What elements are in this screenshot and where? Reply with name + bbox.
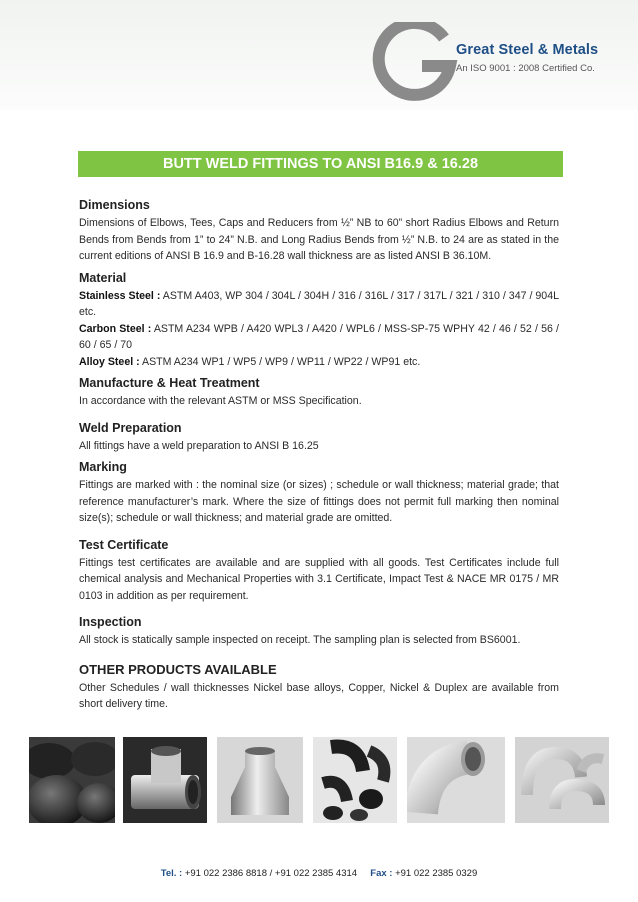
fax-number: +91 022 2385 0329 [392,868,478,879]
weld-preparation-text: All fittings have a weld preparation to ANSI B 16.25 [79,439,319,452]
carbon-fittings-photo [313,737,397,823]
page-title-banner: BUTT WELD FITTINGS TO ANSI B16.9 & 16.28 [78,151,563,177]
company-logo [372,22,458,108]
return-bend-photo [515,737,609,823]
tel-numbers: +91 022 2386 8818 / +91 022 2385 4314 [182,868,358,879]
carbon-text: ASTM A234 WPB / A420 WPL3 / A420 / WPL6 / MSS-SP-75 WPHY 42 / 46 / 52 / 56 / 60 / 65 / 70 [79,322,559,351]
certification-line: An ISO 9001 : 2008 Certified Co. [456,63,595,74]
contact-footer [0,868,638,879]
weld-preparation-heading: Weld Preparation [79,420,182,435]
tee-photo [123,737,207,823]
fax-label: Fax : [370,868,393,879]
alloy-label: Alloy Steel : [79,355,140,368]
test-certificate-heading: Test Certificate [79,537,169,552]
dimensions-text: Dimensions of Elbows, Tees, Caps and Reducers from ½” NB to 60” short Radius Elbows and Return Bends from Bends from 1” to 24” N.B. and Long Radius Bends from ½” N.B. to 24 are as stated in the current editions of ANSI B 16.9 and B-16.28 wall thickness are as listed ANSI B 36.10M. [79,217,559,262]
main-content [79,198,559,713]
stainless-label: Stainless Steel : [79,289,161,302]
heat-treatment-text: In accordance with the relevant ASTM or MSS Specification. [79,395,362,407]
stainless-steel-line [79,288,559,321]
other-products-heading: OTHER PRODUCTS AVAILABLE [79,661,277,677]
caps-photo [29,737,115,823]
test-certificate-text: Fittings test certificates are available and are supplied with all goods. Test Certificates include full chemical analysis and Mechanical Properties with 3.1 Certificate, Impact Test & NACE MR 0175 / MR 0103 in addition as per requirement. [79,556,559,602]
tel-label: Tel. : [160,868,183,879]
reducer-photo [217,737,303,823]
carbon-steel-line [79,321,559,354]
inspection-text: All stock is statically sample inspected on receipt. The sampling plan is selected from BS6001. [79,634,521,646]
alloy-text: ASTM A234 WP1 / WP5 / WP9 / WP11 / WP22 / WP91 etc. [139,355,421,368]
heat-treatment-heading: Manufacture & Heat Treatment [79,376,260,390]
marking-heading: Marking [79,460,127,474]
marking-text: Fittings are marked with : the nominal size (or sizes) ; schedule or wall thickness; material grade; that reference manufacturer’s mark. Where the size of fittings does not permit full marking then nominal size(s); schedule or wall thickness; and material grade are omitted. [79,479,559,524]
stainless-text: ASTM A403, WP 304 / 304L / 304H / 316 / 316L / 317 / 317L / 321 / 310 / 347 / 904L etc. [79,289,559,318]
alloy-steel-line [79,354,559,371]
carbon-label: Carbon Steel : [79,322,152,335]
material-heading: Material [79,270,127,285]
elbow-photo [407,737,505,823]
inspection-heading: Inspection [79,615,142,629]
other-products-text: Other Schedules / wall thicknesses Nickel base alloys, Copper, Nickel & Duplex are available from short delivery time. [79,681,559,710]
dimensions-heading: Dimensions [79,198,150,212]
product-photos [29,737,609,823]
company-name: Great Steel & Metals [456,42,599,58]
